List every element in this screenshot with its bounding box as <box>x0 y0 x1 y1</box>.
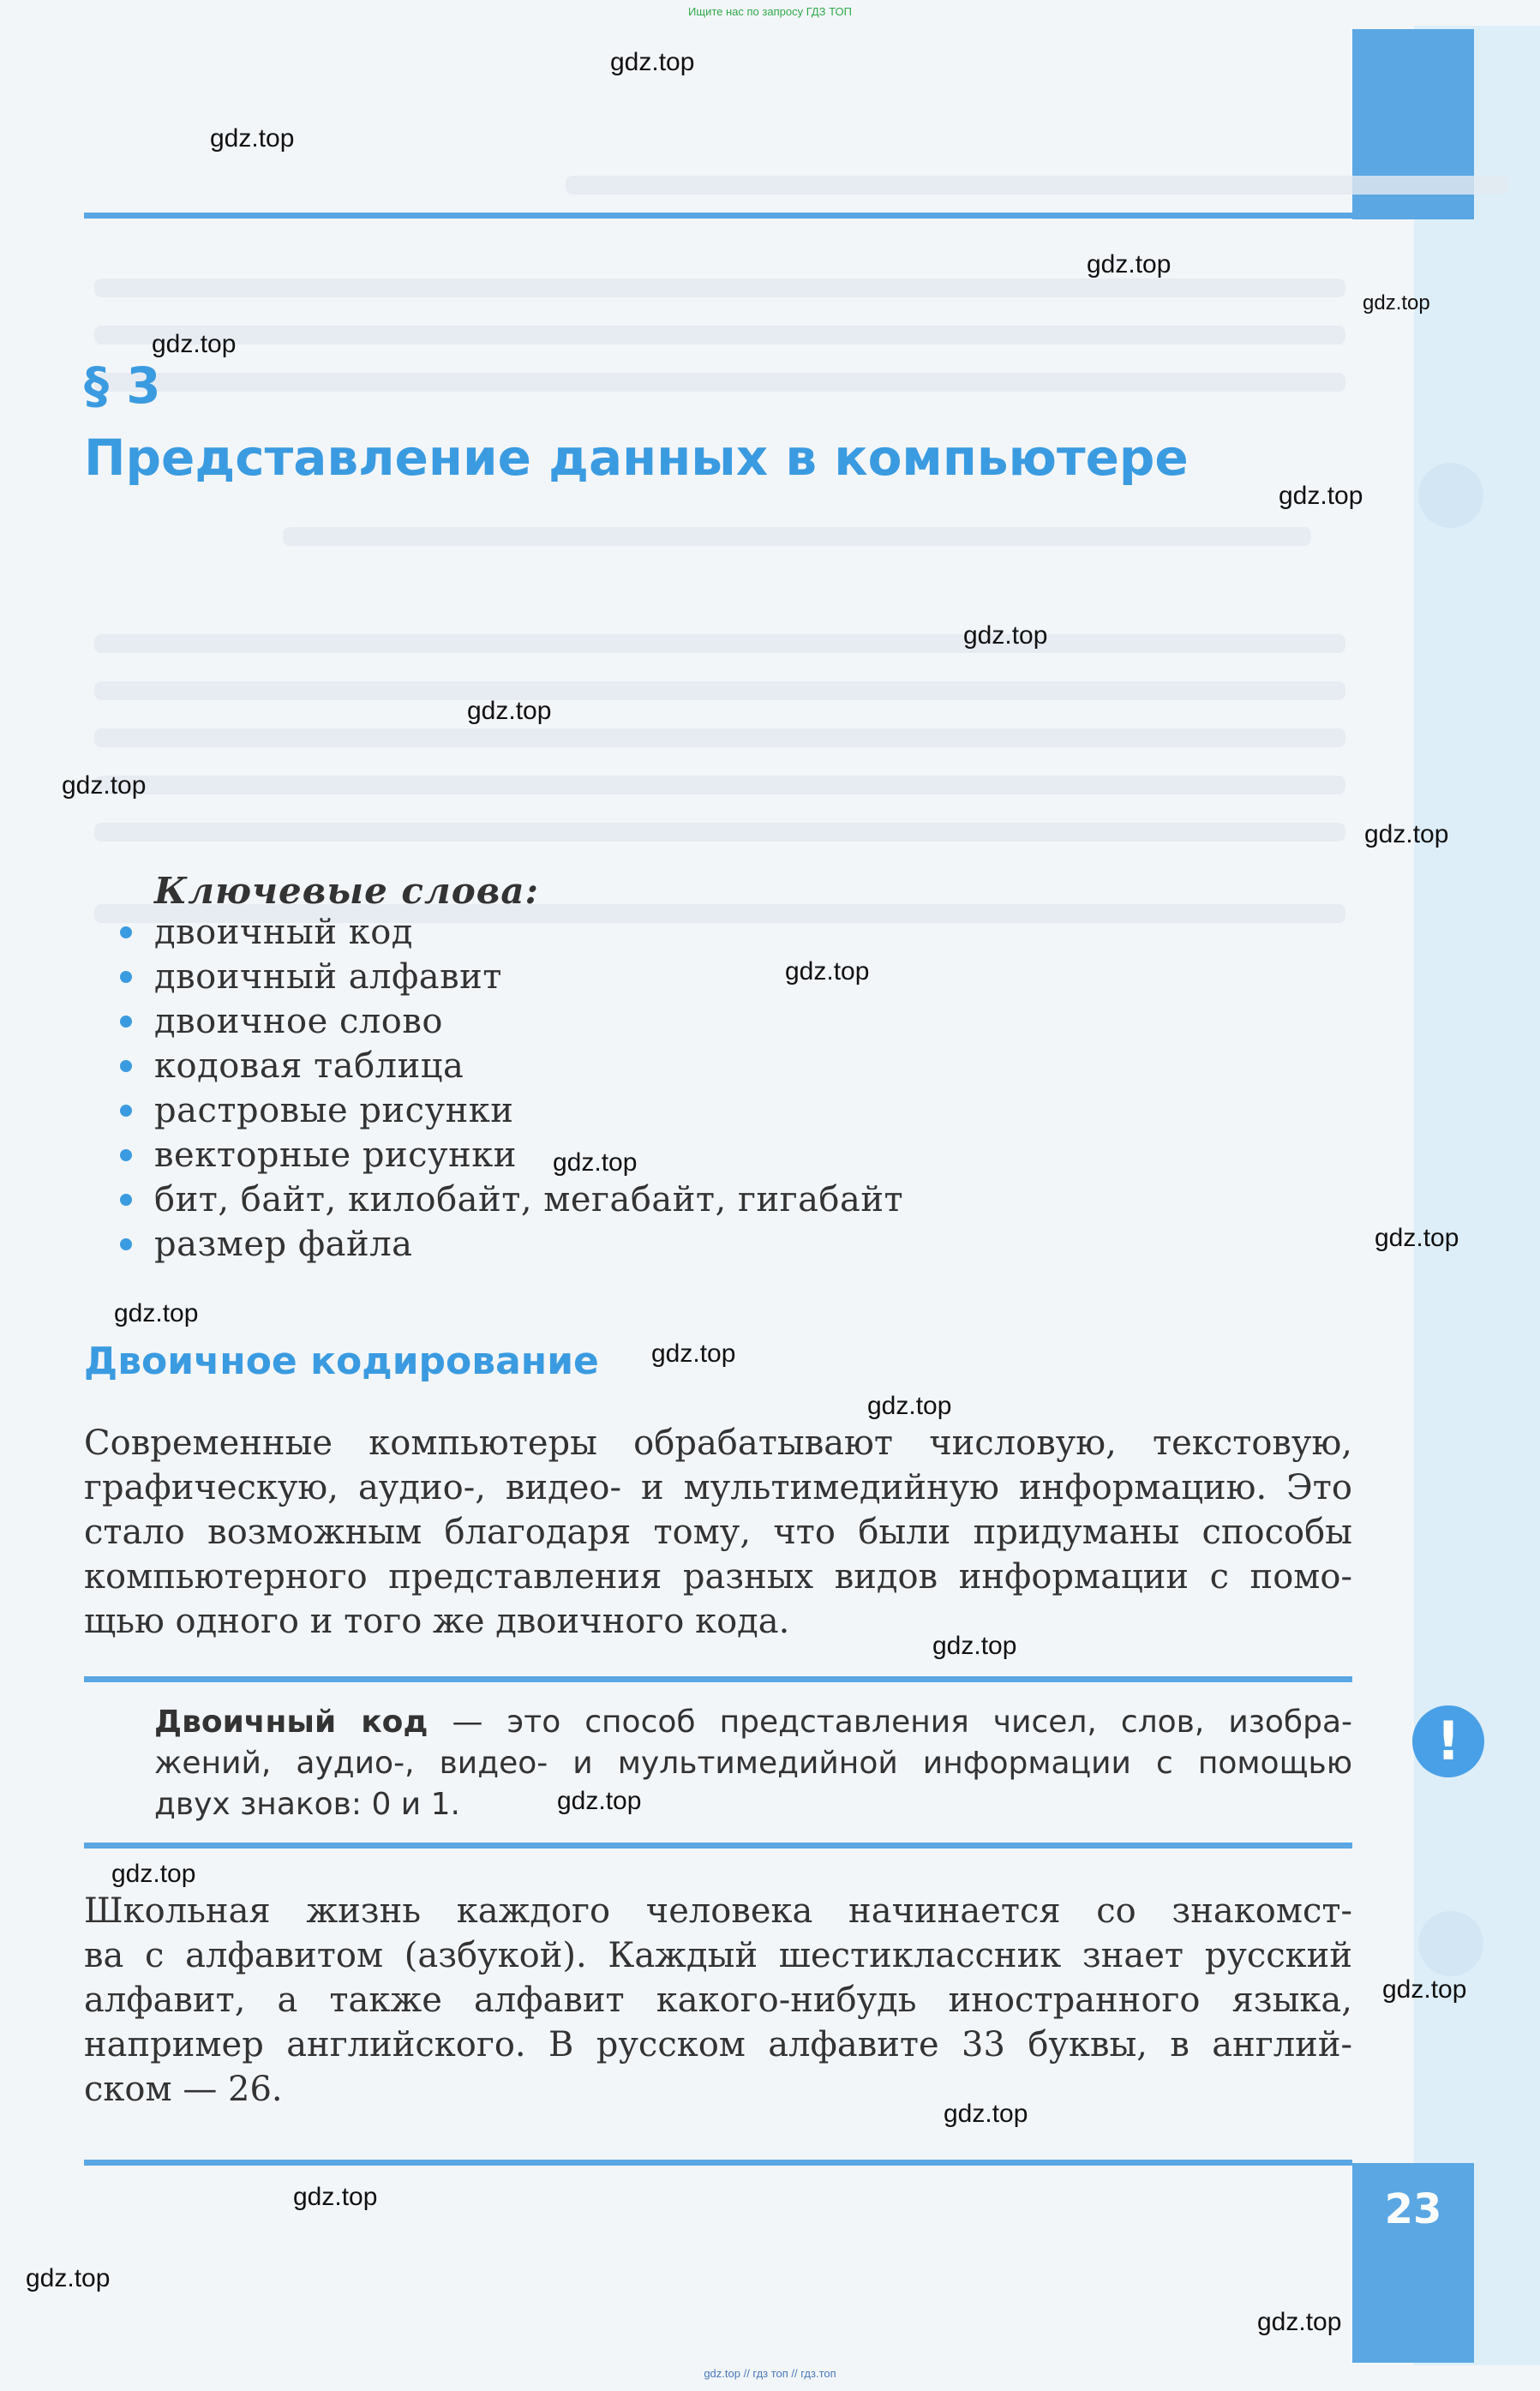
paragraph-line: стало возможным благодаря тому, что были придуманы способы <box>84 1513 1352 1552</box>
list-item: кодовая таблица <box>120 1044 903 1088</box>
bullet-icon <box>120 1105 132 1117</box>
definition-line: жений, аудио-, видео- и мультимедийной информации с помощью <box>154 1746 1352 1781</box>
right-margin-strip <box>1414 26 1540 2365</box>
show-through-line <box>94 728 1345 747</box>
paragraph-line: Современные компьютеры обрабатывают числовую, текстовую, <box>84 1423 1352 1463</box>
bullet-icon <box>120 971 132 983</box>
watermark: gdz.top <box>932 1632 1017 1660</box>
bullet-icon <box>120 1149 132 1161</box>
watermark: gdz.top <box>62 771 147 800</box>
exclamation-icon: ! <box>1412 1705 1484 1777</box>
show-through-globe-icon <box>1418 1911 1483 1976</box>
page-number: 23 <box>1384 2185 1442 2233</box>
subsection-title: Двоичное кодирование <box>84 1339 599 1383</box>
paragraph-alphabet <box>84 1889 1352 2112</box>
footer-rule <box>84 2160 1352 2166</box>
watermark: gdz.top <box>1257 2308 1342 2336</box>
watermark: gdz.top <box>867 1392 952 1420</box>
show-through-line <box>94 279 1345 297</box>
show-through-globe-icon <box>1418 463 1483 528</box>
list-item: векторные рисунки <box>120 1133 903 1178</box>
show-through-line <box>94 634 1345 653</box>
watermark: gdz.top <box>785 957 870 986</box>
watermark: gdz.top <box>610 48 695 76</box>
definition-box <box>154 1702 1352 1825</box>
watermark: gdz.top <box>114 1299 199 1327</box>
show-through-line <box>566 176 1508 195</box>
watermark: gdz.top <box>1364 820 1449 848</box>
show-through-line <box>94 823 1345 842</box>
paragraph-line: графическую, аудио-, видео- и мультимедийную информацию. Это <box>84 1468 1352 1507</box>
watermark: gdz.top <box>210 124 295 153</box>
show-through-line <box>94 373 1345 392</box>
list-item: двоичный алфавит <box>120 955 903 999</box>
list-item: размер файла <box>120 1222 903 1267</box>
list-item: двоичный код <box>120 910 903 955</box>
watermark: gdz.top <box>553 1148 638 1177</box>
show-through-line <box>94 776 1345 794</box>
watermark: gdz.top <box>1375 1224 1459 1252</box>
watermark: gdz.top <box>557 1787 642 1815</box>
definition-line: двух знаков: 0 и 1. <box>154 1787 460 1822</box>
paragraph-intro <box>84 1421 1352 1644</box>
list-item: двоичное слово <box>120 999 903 1044</box>
bullet-icon <box>120 1016 132 1028</box>
bullet-icon <box>120 926 132 938</box>
definition-bottom-rule <box>84 1843 1352 1849</box>
paragraph-line: например английского. В русском алфавите 33 буквы, в англий- <box>84 2025 1352 2064</box>
watermark: gdz.top <box>26 2264 111 2292</box>
header-rule <box>84 213 1474 219</box>
list-item: бит, байт, килобайт, мегабайт, гигабайт <box>120 1178 903 1222</box>
watermark: gdz.top <box>111 1860 196 1888</box>
bullet-icon <box>120 1194 132 1206</box>
show-through-line <box>94 326 1345 345</box>
watermark: gdz.top <box>963 621 1048 650</box>
watermark: gdz.top <box>944 2100 1028 2128</box>
keywords-heading: Ключевые слова: <box>154 870 540 912</box>
watermark: gdz.top <box>1363 291 1430 315</box>
show-through-line <box>283 527 1311 546</box>
definition-top-rule <box>84 1676 1352 1682</box>
paragraph-line: ском — 26. <box>84 2070 283 2109</box>
section-number: § 3 <box>84 357 161 415</box>
watermark: gdz.top <box>467 697 552 725</box>
watermark: gdz.top <box>1087 250 1171 279</box>
section-title: Представление данных в компьютере <box>84 428 1189 487</box>
definition-term: Двоичный код <box>154 1705 428 1740</box>
bullet-icon <box>120 1060 132 1072</box>
watermark: gdz.top <box>651 1339 736 1368</box>
list-item: растровые рисунки <box>120 1088 903 1133</box>
paragraph-line: алфавит, а также алфавит какого-нибудь иностранного языка, <box>84 1981 1352 2020</box>
paragraph-line: ва с алфавитом (азбукой). Каждый шестиклассник знает русский <box>84 1936 1352 1975</box>
paragraph-line: компьютерного представления разных видов информации с помо- <box>84 1557 1352 1597</box>
watermark: gdz.top <box>152 330 237 358</box>
paragraph-line: щью одного и того же двоичного кода. <box>84 1602 790 1641</box>
bullet-icon <box>120 1238 132 1250</box>
show-through-line <box>94 681 1345 700</box>
watermark: gdz.top <box>1382 1975 1467 2004</box>
paragraph-line: Школьная жизнь каждого человека начинается со знакомст- <box>84 1891 1352 1931</box>
watermark: gdz.top <box>293 2183 378 2211</box>
header-note: Ищите нас по запросу ГДЗ ТОП <box>688 5 852 18</box>
footer-note: gdz.top // гдз топ // гдз.топ <box>704 2367 836 2380</box>
definition-line: Двоичный код — это способ представления чисел, слов, изобра- <box>154 1705 1352 1740</box>
watermark: gdz.top <box>1279 482 1363 510</box>
